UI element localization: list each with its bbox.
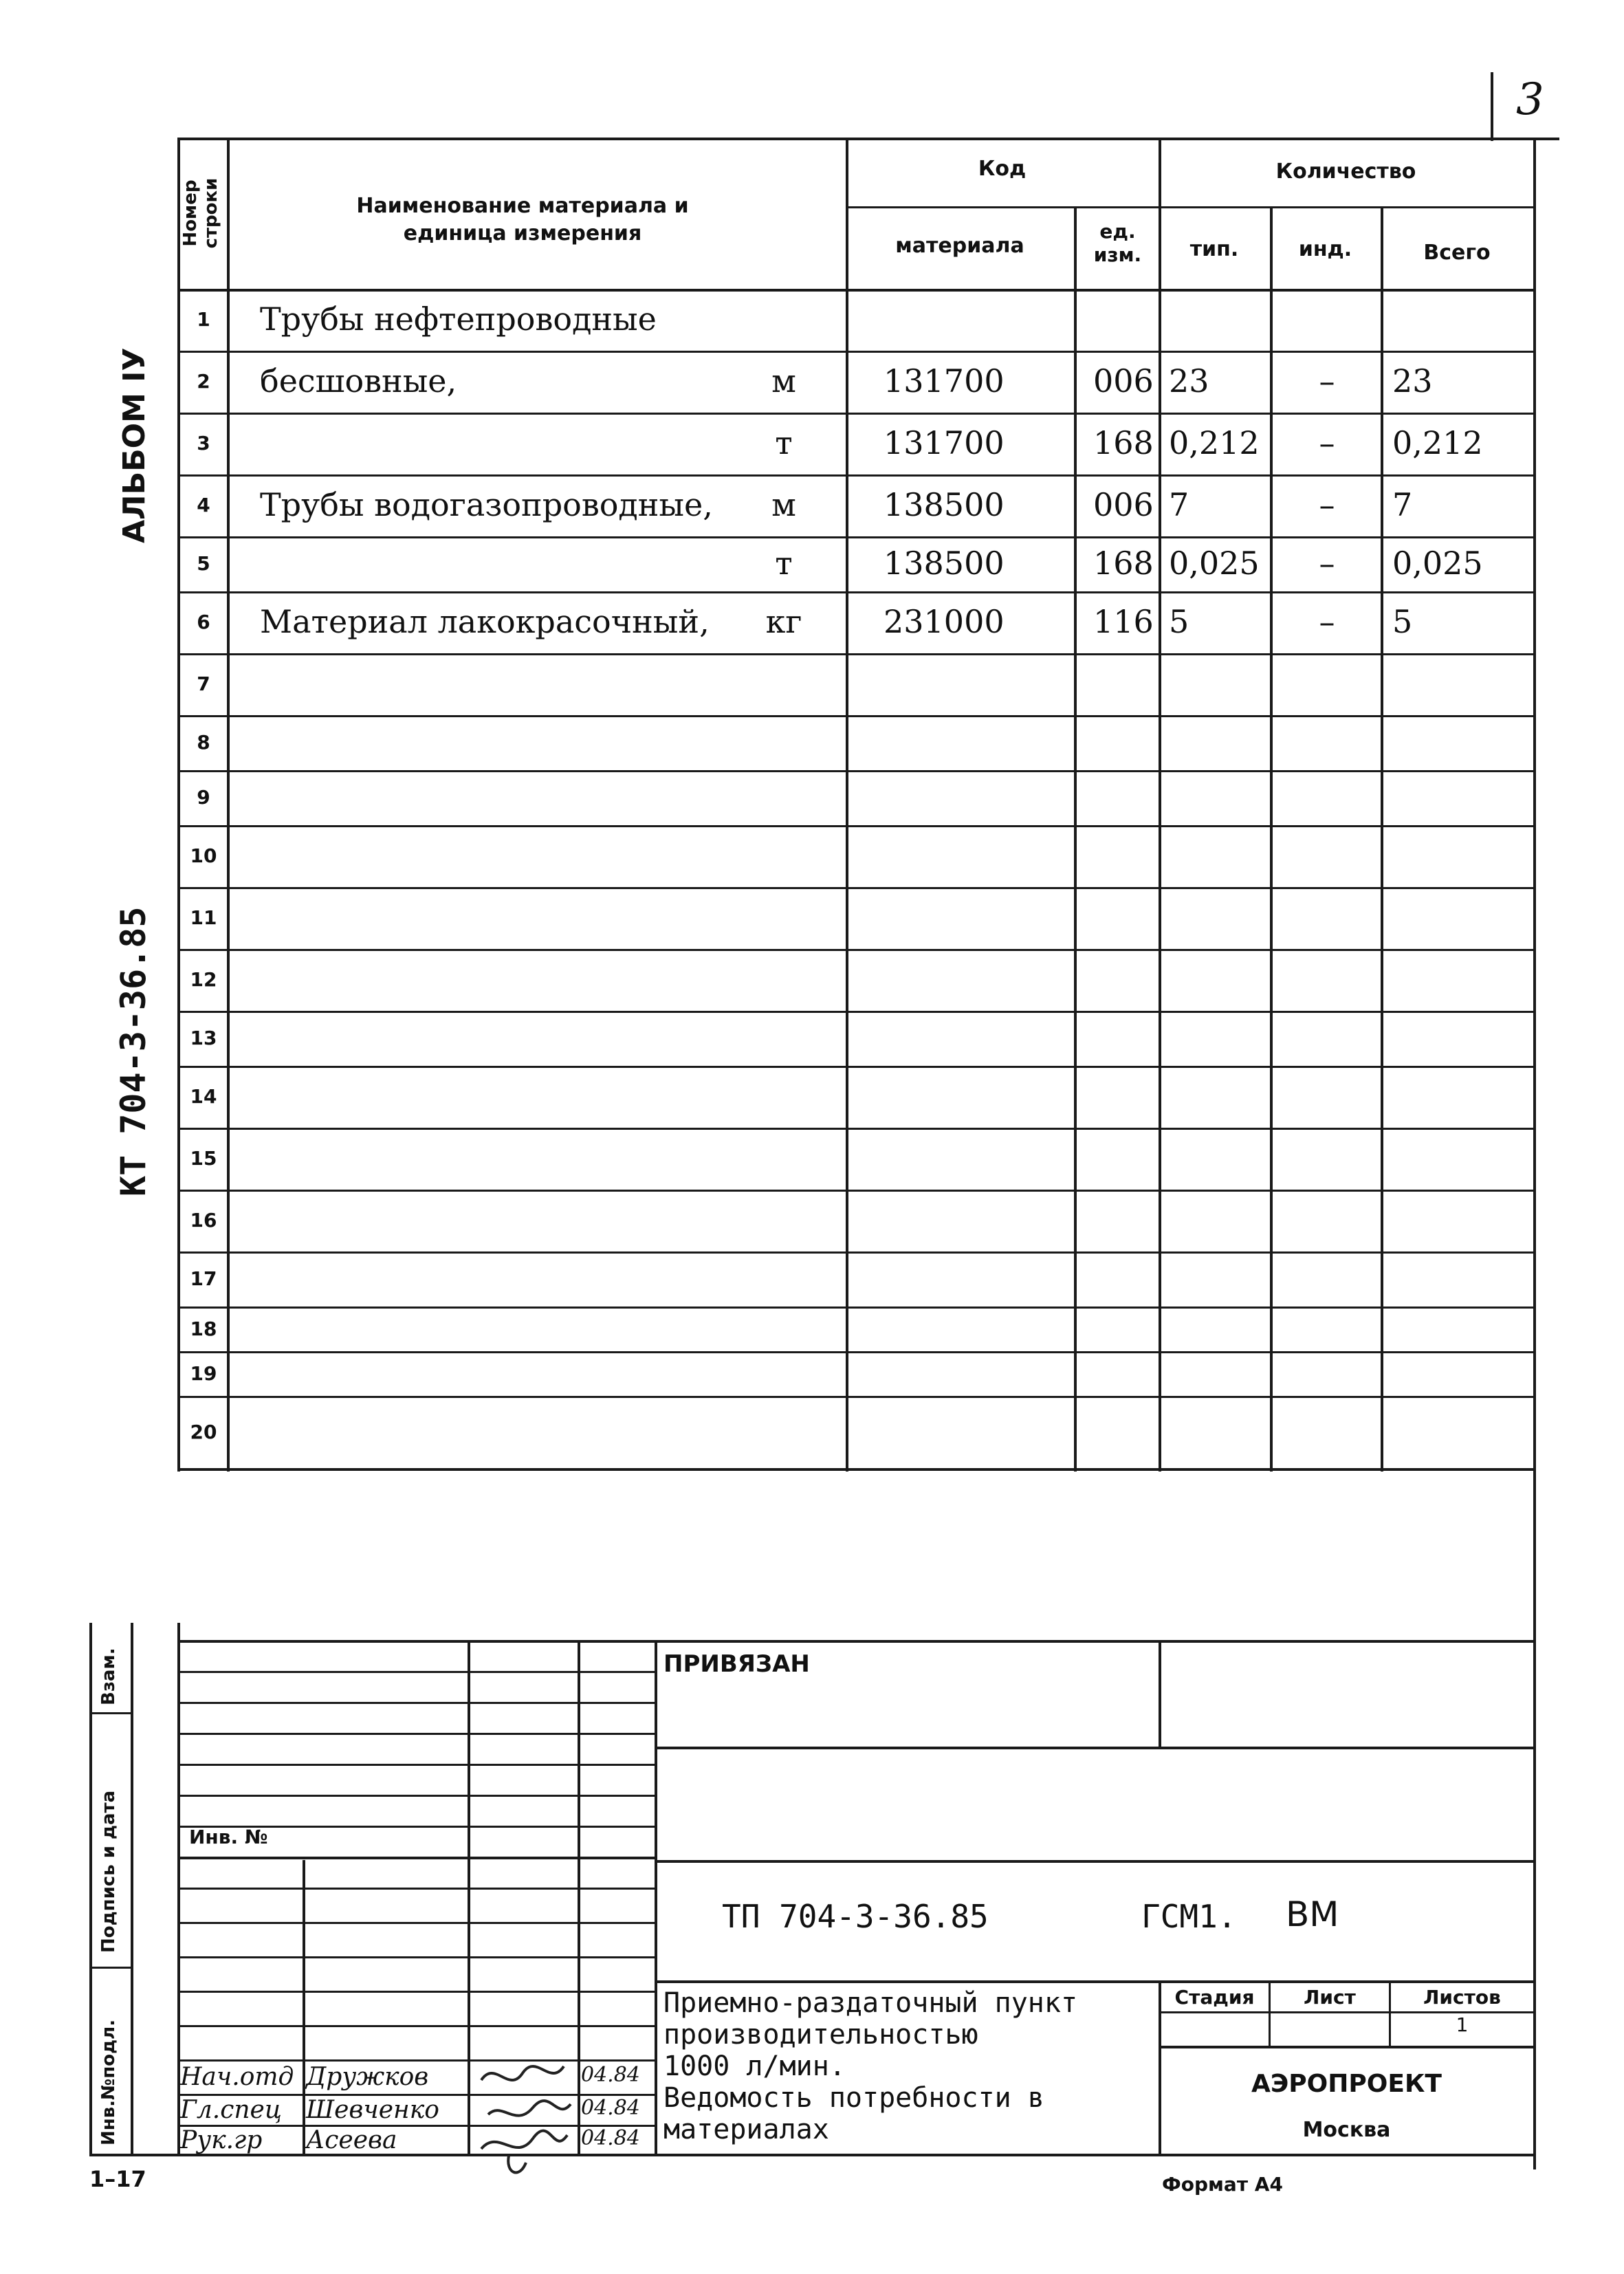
listov-value: 1 bbox=[1456, 2013, 1469, 2036]
row-number: 5 bbox=[197, 552, 210, 575]
qty-ind: – bbox=[1319, 424, 1335, 461]
qty-total: 5 bbox=[1392, 603, 1413, 640]
material-code: 131700 bbox=[884, 424, 1005, 461]
org-name: АЭРОПРОЕКТ bbox=[1251, 2070, 1442, 2098]
row-divider bbox=[177, 1251, 1536, 1254]
handwritten-signature bbox=[468, 2053, 581, 2183]
stamp-row-inv bbox=[177, 1857, 655, 1859]
inv-no-label: Инв. № bbox=[189, 1826, 268, 1848]
stamp-row bbox=[177, 1956, 655, 1958]
strip-sep2 bbox=[89, 1967, 132, 1969]
row-number: 19 bbox=[190, 1362, 217, 1385]
header-ind: инд. bbox=[1298, 237, 1352, 261]
code-top bbox=[655, 1860, 1535, 1863]
row-divider bbox=[177, 1307, 1536, 1309]
row-divider bbox=[177, 1396, 1536, 1398]
row-divider bbox=[177, 1190, 1536, 1192]
strip-sep1 bbox=[89, 1712, 132, 1714]
stamp-col-priv bbox=[1159, 1640, 1161, 1747]
sig-name: Асеева bbox=[306, 2126, 397, 2154]
row-number: 3 bbox=[197, 432, 210, 455]
stamp-row bbox=[177, 1888, 655, 1890]
doc-title bbox=[663, 1987, 1077, 2145]
row-number: 12 bbox=[190, 968, 217, 991]
row-number: 9 bbox=[197, 786, 210, 809]
material-name: Трубы нефтепроводные bbox=[260, 300, 657, 338]
list-label: Лист bbox=[1304, 1986, 1356, 2009]
header-name: Наименование материала и единица измерения bbox=[356, 194, 689, 245]
doc-title-line: производительностью bbox=[663, 2019, 978, 2051]
header-bottom bbox=[177, 289, 1536, 292]
sig-date: 04.84 bbox=[581, 2126, 640, 2150]
unit: т bbox=[775, 424, 793, 461]
side-label-inv-podl: Инв.№подл. bbox=[98, 2019, 119, 2145]
stadiya-label: Стадия bbox=[1174, 1986, 1255, 2009]
doc-title-line: материалах bbox=[663, 2114, 829, 2145]
row-divider bbox=[177, 825, 1536, 827]
row-number: 10 bbox=[190, 844, 217, 867]
material-code: 138500 bbox=[884, 545, 1005, 582]
unit: т bbox=[775, 545, 793, 582]
row-divider bbox=[177, 1066, 1536, 1068]
col-line-code bbox=[1074, 206, 1077, 1472]
doc-title-line: 1000 л/мин. bbox=[663, 2051, 846, 2082]
col-line-ind bbox=[1381, 206, 1383, 1472]
row-number: 8 bbox=[197, 731, 210, 754]
material-code: 231000 bbox=[884, 603, 1005, 640]
qty-tip: 7 bbox=[1169, 486, 1189, 523]
row-divider bbox=[177, 887, 1536, 889]
sig-role: Нач.отд bbox=[180, 2063, 294, 2091]
stamp-row bbox=[177, 1922, 655, 1924]
org-city: Москва bbox=[1302, 2118, 1391, 2142]
row-divider bbox=[177, 770, 1536, 772]
row-divider bbox=[177, 653, 1536, 655]
privyazan-label: ПРИВЯЗАН bbox=[663, 1650, 810, 1678]
qty-ind: – bbox=[1319, 486, 1335, 523]
row-divider bbox=[177, 351, 1536, 353]
header-row-no: Номер строки bbox=[180, 177, 221, 249]
qty-total: 0,212 bbox=[1392, 424, 1483, 461]
material-name: бесшовные, bbox=[260, 362, 457, 400]
unit: кг bbox=[765, 603, 802, 640]
row-number: 2 bbox=[197, 370, 210, 393]
stamp-row bbox=[177, 2059, 655, 2062]
sheet-ref: 1–17 bbox=[89, 2166, 146, 2192]
frame-right bbox=[1533, 138, 1536, 2169]
unit-code: 116 bbox=[1093, 603, 1154, 640]
qty-ind: – bbox=[1319, 603, 1335, 640]
row-number: 17 bbox=[190, 1267, 217, 1290]
sig-name: Дружков bbox=[306, 2063, 429, 2091]
doc-title-line: Приемно-раздаточный пункт bbox=[663, 1987, 1078, 2019]
stamp-row bbox=[177, 1991, 655, 1993]
strip-left bbox=[89, 1623, 92, 2156]
stamp-row bbox=[177, 1733, 655, 1735]
unit-code: 006 bbox=[1093, 486, 1154, 523]
row-divider bbox=[177, 1128, 1536, 1130]
page-number-divider bbox=[1491, 72, 1493, 141]
qty-tip: 0,025 bbox=[1169, 545, 1260, 582]
qty-total: 7 bbox=[1392, 486, 1413, 523]
col-line-name bbox=[846, 138, 848, 1472]
sig-date: 04.84 bbox=[581, 2096, 640, 2120]
row-divider bbox=[177, 591, 1536, 593]
row-number: 20 bbox=[190, 1420, 217, 1443]
header-vsego: Всего bbox=[1423, 241, 1491, 265]
qty-ind: – bbox=[1319, 545, 1335, 582]
stamp-row bbox=[177, 1702, 655, 1704]
strip-bottom bbox=[89, 2154, 179, 2156]
row-number: 16 bbox=[190, 1209, 217, 1232]
row-number: 14 bbox=[190, 1085, 217, 1108]
row-divider bbox=[177, 1468, 1536, 1471]
qty-tip: 5 bbox=[1169, 603, 1189, 640]
sig-role: Рук.гр bbox=[180, 2126, 263, 2154]
format-label: Формат А4 bbox=[1162, 2173, 1283, 2196]
header-kolichestvo: Количество bbox=[1275, 160, 1416, 184]
qty-ind: – bbox=[1319, 362, 1335, 400]
row-divider bbox=[177, 413, 1536, 415]
page-number: 3 bbox=[1516, 74, 1544, 125]
col-line-num bbox=[227, 138, 230, 1472]
row-number: 1 bbox=[197, 308, 210, 331]
row-number: 6 bbox=[197, 611, 210, 633]
doc-mark: ГСМ1. bbox=[1141, 1898, 1237, 1935]
stamp-row bbox=[177, 1671, 655, 1673]
frame-top bbox=[177, 138, 1536, 140]
sig-role: Гл.спец bbox=[180, 2096, 282, 2124]
row-number: 15 bbox=[190, 1147, 217, 1170]
row-divider bbox=[177, 715, 1536, 717]
stamp-row bbox=[177, 1764, 655, 1766]
row-number: 18 bbox=[190, 1317, 217, 1340]
row-divider bbox=[177, 949, 1536, 951]
material-name: Трубы водогазопроводные, bbox=[260, 486, 713, 523]
stamp-col-main bbox=[655, 1640, 657, 2156]
header-tip: тип. bbox=[1189, 237, 1239, 261]
doc-title-line: Ведомость потребности в bbox=[663, 2082, 1044, 2114]
material-code: 131700 bbox=[884, 362, 1005, 400]
stamp-row bbox=[177, 1795, 655, 1797]
unit-code: 168 bbox=[1093, 424, 1154, 461]
unit-code: 168 bbox=[1093, 545, 1154, 582]
listov-label: Листов bbox=[1423, 1986, 1501, 2009]
row-divider bbox=[177, 474, 1536, 477]
stamp-row bbox=[177, 2025, 655, 2027]
qty-tip: 23 bbox=[1169, 362, 1209, 400]
header-material: материала bbox=[895, 234, 1024, 258]
row-number: 7 bbox=[197, 673, 210, 695]
header-ed-izm: ед. изм. bbox=[1093, 220, 1142, 266]
qty-total: 23 bbox=[1392, 362, 1433, 400]
stamp-col-a bbox=[303, 1860, 305, 2156]
row-divider bbox=[177, 536, 1536, 538]
side-label-vz: Взам. bbox=[98, 1648, 119, 1705]
row-number: 13 bbox=[190, 1027, 217, 1049]
code-bottom bbox=[655, 1980, 1535, 1983]
strip-right bbox=[131, 1623, 133, 2156]
row-divider bbox=[177, 1011, 1536, 1013]
unit: м bbox=[771, 362, 796, 400]
header-subline bbox=[846, 206, 1535, 208]
qty-total: 0,025 bbox=[1392, 545, 1483, 582]
side-label-project: КТ 704-3-36.85 bbox=[113, 906, 153, 1196]
side-label-podpis: Подпись и дата bbox=[98, 1790, 119, 1953]
material-name: Материал лакокрасочный, bbox=[260, 603, 710, 640]
priv-bottom bbox=[655, 1747, 1535, 1749]
sig-name: Шевченко bbox=[306, 2096, 439, 2124]
stadiya-row2 bbox=[1159, 2046, 1535, 2048]
header-kod: Код bbox=[978, 157, 1027, 181]
stamp-top bbox=[177, 1640, 1536, 1643]
side-label-album: АЛЬБОМ IУ bbox=[117, 347, 152, 543]
sig-date: 04.84 bbox=[581, 2063, 640, 2087]
material-code: 138500 bbox=[884, 486, 1005, 523]
unit: м bbox=[771, 486, 796, 523]
row-number: 4 bbox=[197, 494, 210, 516]
qty-tip: 0,212 bbox=[1169, 424, 1260, 461]
doc-code: ТП 704-3-36.85 bbox=[722, 1898, 989, 1935]
row-divider bbox=[177, 1351, 1536, 1353]
col-line-ed bbox=[1159, 138, 1161, 1472]
doc-mark2: ВМ bbox=[1286, 1894, 1339, 1934]
unit-code: 006 bbox=[1093, 362, 1154, 400]
row-number: 11 bbox=[190, 906, 217, 929]
